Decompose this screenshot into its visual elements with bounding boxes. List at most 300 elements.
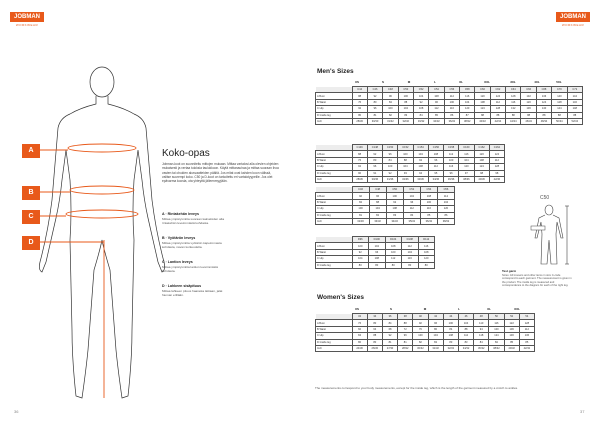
table-cell: 116 [418,243,435,249]
table-cell: 130 [504,333,519,339]
table-row [316,262,435,268]
table-cell: 104 [369,206,386,212]
table-cell: 64 [367,326,382,332]
table-cell: 85 [429,112,444,118]
size-label: 5XL [556,80,562,84]
table-cell: 84 [443,326,458,332]
table-cell: 122 [504,320,519,326]
table-cell: 24/30 [352,345,367,351]
table-cell: 92 [367,151,382,157]
table-cell: 95 [428,170,443,176]
table-cell: 86 [437,212,454,218]
table-cell: 116 [444,106,459,112]
mens-size-table [315,86,583,125]
table-cell: 81 [367,112,382,118]
table-cell: 104 [437,199,454,205]
table-cell: 136 [536,93,551,99]
table-cell: 100 [383,164,398,170]
table-cell: 116 [402,256,419,262]
size-code-cell: C68 [536,87,551,93]
table-cell: 88 [352,93,367,99]
table-cell: 100 [352,243,369,249]
size-code-cell: C56 [437,187,454,193]
row-label: C Hip [316,256,353,262]
table-cell: 88 [567,112,582,118]
table-cell: 87 [460,112,475,118]
size-code-cell: C62 [490,87,505,93]
table-cell: 96 [367,106,382,112]
brand-tagline: WORKWEAR [15,23,39,27]
table-cell: 80 [385,262,402,268]
size-code-cell: 46 [458,314,473,320]
table-cell: 92 [413,320,428,326]
table-cell: 84 [474,339,489,345]
size-code-cell: C70 [552,87,567,93]
table-cell: 92 [352,193,369,199]
size-code-cell: D96 [352,237,369,243]
size-code-cell: C156 [428,145,443,151]
table-cell: 100 [386,193,403,199]
table-cell: 124 [490,93,505,99]
table-cell: 80 [367,157,382,163]
row-label: B Waist [316,326,353,332]
table-cell: 128 [552,99,567,105]
row-label: D Inside leg [316,339,353,345]
footnote: The measurements correspond to your body measurements, except for the inside leg, which is the length of the garment measured by a crotch to ankles. [315,386,518,390]
table-cell: 108 [429,93,444,99]
table-cell: 36/32 [474,345,489,351]
table-cell: 38/36 [459,176,474,182]
table-cell: 50/34 [552,118,567,124]
table-cell: 88 [352,151,367,157]
table-cell: 31/36 [383,176,398,182]
row-label: B Waist [316,199,353,205]
size-label: XS [354,307,359,311]
table-cell: 31/32 [428,345,443,351]
measurement-c [162,260,280,273]
table-cell: 120 [521,99,536,105]
mens-sizes-title: Men's Sizes [317,68,354,75]
table-cell: 83 [398,112,413,118]
size-label: XXL [514,307,520,311]
row-label: A Bust [316,93,353,99]
brand-tagline-right: WORKWEAR [561,23,585,27]
table-cell: 38/32 [489,345,504,351]
table-cell: 32/32 [398,118,413,124]
table-cell: 104 [413,93,428,99]
table-cell: 112 [519,326,534,332]
size-code-cell: 36 [382,314,397,320]
row-label: A Bust [316,320,353,326]
row-label: A Bust [316,243,353,249]
table-cell: 32/36 [398,176,413,182]
table-cell: 48/34 [536,118,551,124]
table-cell: 104 [398,106,413,112]
table-cell: 136 [521,106,536,112]
table-cell: 80 [352,262,369,268]
size-code-cell: C54 [420,187,437,193]
table-cell: 112 [385,256,402,262]
table-cell: 68 [382,326,397,332]
table-cell: 88 [521,112,536,118]
table-cell: 120 [459,164,474,170]
table-cell: 84 [383,99,398,105]
size-code-cell: 32 [352,314,367,320]
table-cell: 88 [506,112,521,118]
size-label: S [389,307,392,311]
table-cell: 28/32 [398,345,413,351]
table-cell: 76 [413,326,428,332]
table-cell: 40/32 [475,118,490,124]
table-cell: 112 [444,151,459,157]
measurement-a-text: Mittaa ympärysmitta suoraan kainaloiden alta rintakehän leveimmästä kohdasta. [162,217,225,225]
table-cell: 91 [367,170,382,176]
table-cell: 112 [428,164,443,170]
table-cell: 81 [352,212,369,218]
measurement-c-text: Mittaa ympärysmitta lantion leveimmästä kohdasta. [162,265,218,273]
table-cell: 80 [367,320,382,326]
size-label: M [407,80,411,84]
size-code-cell: 54 [519,314,534,320]
row-label: Inch [316,345,353,351]
table-cell: 85 [420,212,437,218]
table-cell: 40/36 [474,176,489,182]
table-cell: 100 [444,99,459,105]
table-cell: 92 [352,249,369,255]
row-label: B Waist [316,249,353,255]
table-cell: 104 [460,99,475,105]
size-code-cell: C64 [506,87,521,93]
table-cell: 96 [383,151,398,157]
table-cell: 96 [369,249,386,255]
table-cell: 84 [413,112,428,118]
table-cell: 108 [475,99,490,105]
table-cell: 104 [459,157,474,163]
table-cell: 92 [413,99,428,105]
size-label: XL [487,307,491,311]
size-label: XS [354,80,359,84]
table-cell: 88 [475,112,490,118]
table-cell: 100 [489,326,504,332]
size-code-cell: C60 [475,87,490,93]
size-code-cell: C160 [459,145,474,151]
womens-sizes-title: Women's Sizes [317,294,364,301]
measurement-c-title: C · Lantion leveys [162,260,193,264]
size-code-cell: D100 [369,237,386,243]
row-label: C Hip [316,333,353,339]
table-cell: 136 [519,333,534,339]
size-code-cell: 42 [428,314,443,320]
table-cell: 98 [489,170,504,176]
table-cell: 92 [352,106,367,112]
fit-title: Test garm [502,269,517,273]
size-label: 3XL [510,80,516,84]
size-code-cell: C152 [398,145,413,151]
size-code-cell: D108 [402,237,419,243]
row-label: B Waist [316,99,353,105]
marker-a: A [22,144,40,158]
row-label: D Inside leg [316,212,353,218]
guide-title: Koko-opas [162,148,210,159]
table-cell: 34/36 [428,176,443,182]
table-cell: 104 [352,256,369,262]
table-cell: 124 [536,99,551,105]
table-cell: 34/32 [458,345,473,351]
size-label: S [381,80,384,84]
table-cell: 82 [413,339,428,345]
table-cell: 92 [367,93,382,99]
table-cell: 33/32 [413,118,428,124]
row-label: Inch [316,118,353,124]
size-code-cell: C66 [521,87,536,93]
table-cell: 88 [367,333,382,339]
table-cell: 76 [352,157,367,163]
table-cell: 28/36 [352,176,367,182]
table-cell: 80 [367,339,382,345]
table-cell: 132 [521,93,536,99]
table-cell: 112 [444,93,459,99]
table-cell: 108 [428,151,443,157]
table-cell: 110 [474,320,489,326]
measurement-b [162,236,280,249]
fit-size-label: C50 [540,195,550,201]
size-code-cell: C146 [352,145,367,151]
table-cell: 100 [385,249,402,255]
table-cell: 112 [490,99,505,105]
table-cell: 85 [519,339,534,345]
table-cell: 27/30 [382,345,397,351]
brand-logo: JOBMAN [10,12,44,22]
table-cell: 128 [490,106,505,112]
table-cell: 100 [352,206,369,212]
table-cell: 76 [352,320,367,326]
size-code-cell: C52 [403,187,420,193]
table-cell: 100 [398,93,413,99]
size-label: M [423,307,427,311]
table-cell: 124 [474,164,489,170]
table-cell: 80 [352,339,367,345]
table-cell: 30/36 [367,176,382,182]
table-cell: 148 [567,106,582,112]
size-code-cell: C150 [383,145,398,151]
table-cell: 96 [429,99,444,105]
trousers-figure [525,204,595,268]
table-cell: 108 [443,333,458,339]
table-cell: 36/32 [420,218,437,224]
table-cell: 124 [475,106,490,112]
table-cell: 108 [369,256,386,262]
table-cell: 86 [444,112,459,118]
table-cell: 124 [489,151,504,157]
table-cell: 104 [458,320,473,326]
table-cell: 92 [383,170,398,176]
table-cell: 132 [506,106,521,112]
measurement-d-title: D · Lahkeen sisäpituus [162,284,202,288]
table-cell: 88 [398,320,413,326]
marker-c: C [22,210,40,224]
table-cell: 128 [519,320,534,326]
measurement-b-title: B · Vyötärön leveys [162,236,196,240]
table-cell: 82 [428,339,443,345]
table-cell: 88 [458,326,473,332]
table-cell: 42/34 [490,118,505,124]
table-cell: 76 [352,99,367,105]
table-cell: 116 [506,99,521,105]
table-cell: 108 [386,206,403,212]
table-cell: 104 [413,151,428,157]
fit-text: Sizes: All trousers and other items in size C-code correspond to each garment. The measurement is given in the product. The inside leg is measured and correspondence to the diagram for each of the right leg. [502,273,572,288]
size-code-cell: C164 [489,145,504,151]
size-code-cell: C46 [352,187,369,193]
table-cell: 32/32 [443,345,458,351]
size-code-cell: C52 [413,87,428,93]
table-cell: 120 [437,206,454,212]
table-cell: 31/32 [383,118,398,124]
size-code-cell: 52 [504,314,519,320]
size-code-cell: 50 [489,314,504,320]
size-code-cell: 34 [367,314,382,320]
right-page [300,0,600,424]
table-cell: 96 [428,320,443,326]
table-cell: 124 [489,333,504,339]
table-cell: 84 [383,157,398,163]
measurement-b-text: Mittaa ympärysmitta vyötärön kapeimmasta kohdasta, navan korkeudelta. [162,241,222,249]
fit-description [502,270,574,288]
table-cell: 112 [429,106,444,112]
table-cell: 104 [402,249,419,255]
table-cell: 144 [552,106,567,112]
table-cell: 52/34 [567,118,582,124]
table-cell: 120 [474,151,489,157]
table-cell: 84 [352,333,367,339]
table-cell: 106 [504,326,519,332]
table-cell: 108 [385,243,402,249]
table-cell: 100 [398,151,413,157]
table-cell: 104 [369,243,386,249]
measurement-a [162,212,280,225]
table-cell: 92 [413,157,428,163]
table-cell: 96 [398,333,413,339]
table-cell: 84 [489,339,504,345]
table-cell: 96 [383,93,398,99]
table-cell: 42/36 [489,176,504,182]
size-code-cell: 40 [413,314,428,320]
table-cell: 72 [398,326,413,332]
table-cell: 144 [567,93,582,99]
table-cell: 90 [352,170,367,176]
table-cell: 40/32 [504,345,519,351]
table-cell: 112 [402,243,419,249]
table-cell: 88 [552,112,567,118]
table-cell: 88 [490,112,505,118]
page-number-right: 37 [580,409,585,414]
size-code-cell: C48 [383,87,398,93]
table-row [316,345,535,351]
row-label: D Inside leg [316,170,353,176]
size-code-cell: D112 [418,237,435,243]
table-cell: 34/32 [429,118,444,124]
table-cell: 100 [413,333,428,339]
row-label: C Hip [316,164,353,170]
row-label: C Hip [316,106,353,112]
table-cell: 85 [504,339,519,345]
size-code-cell: C72 [567,87,582,93]
row-label: Inch [316,176,353,182]
table-cell: 112 [489,157,504,163]
table-cell: 108 [418,249,435,255]
size-code-cell: D104 [385,237,402,243]
table-cell: 82 [383,112,398,118]
table-cell: 128 [506,93,521,99]
table-cell: 30/30 [367,118,382,124]
table-cell: 94 [413,170,428,176]
size-code-cell: C50 [386,187,403,193]
size-code-cell: C44 [352,87,367,93]
table-cell: 92 [352,164,367,170]
table-cell: 36/32 [444,118,459,124]
row-label: D Inside leg [316,112,353,118]
table-cell: 28/30 [352,118,367,124]
row-label: D Inside leg [316,262,353,268]
table-cell: 132 [567,99,582,105]
table-cell: 81 [382,339,397,345]
table-cell: 88 [398,157,413,163]
brand-logo-right: JOBMAN [556,12,590,22]
size-label: XXL [484,80,490,84]
table-cell: 96 [428,157,443,163]
size-label: L [458,307,460,311]
row-label: Inch [316,218,353,224]
size-code-cell: C154 [413,145,428,151]
table-cell: 33/36 [413,176,428,182]
table-cell: 120 [460,106,475,112]
table-cell: 83 [443,339,458,345]
table-cell: 96 [367,164,382,170]
table-cell: 35/32 [403,218,420,224]
size-code-cell: C162 [474,145,489,151]
table-cell: 116 [489,320,504,326]
table-row [316,118,583,124]
table-cell: 26/30 [367,345,382,351]
table-cell: 42/32 [519,345,534,351]
guide-intro: Jobman-koot on suunniteltu mittojen mukaan. Mittaa vartalosi alla olevien ohjeiden mukaisesti ja vertaa tuloksia taulukkoon. Käytä mittanauhaa ja mittaa suoraan ihoa vasten tai ohuiden alusvaatteiden päältä. Jos mitat ovat kahden koon välissä, valitse suurempi koko. C50 ja D-koot on tarkoitettu eri vartalotyypeille. Jos olet epävarma koosta, ota yhteyttä jälleenmyyjään. [162,162,279,184]
table-cell: 98 [474,170,489,176]
table-cell: 88 [369,199,386,205]
table-cell: 116 [420,206,437,212]
table-cell: 88 [398,99,413,105]
table-cell: 116 [444,164,459,170]
measurement-d-text: Mittaa lahkeen pituus haarasta lattiaan, jalat hieman erillään. [162,289,223,297]
table-cell: 108 [474,157,489,163]
table-cell: 92 [386,199,403,205]
table-cell: 33/32 [369,218,386,224]
table-cell: 128 [489,164,504,170]
table-cell: 34/32 [386,218,403,224]
table-cell: 116 [460,93,475,99]
table-cell: 108 [413,106,428,112]
size-code-cell: C54 [429,87,444,93]
table-cell: 97 [459,170,474,176]
size-code-cell: C148 [367,145,382,151]
table-cell: 46/34 [521,118,536,124]
mens-size-table-short [315,186,455,225]
table-cell: 44/34 [506,118,521,124]
table-cell: 80 [369,262,386,268]
table-cell: 116 [459,151,474,157]
size-label: 4XL [534,80,540,84]
table-cell: 120 [475,93,490,99]
table-cell: 96 [403,199,420,205]
